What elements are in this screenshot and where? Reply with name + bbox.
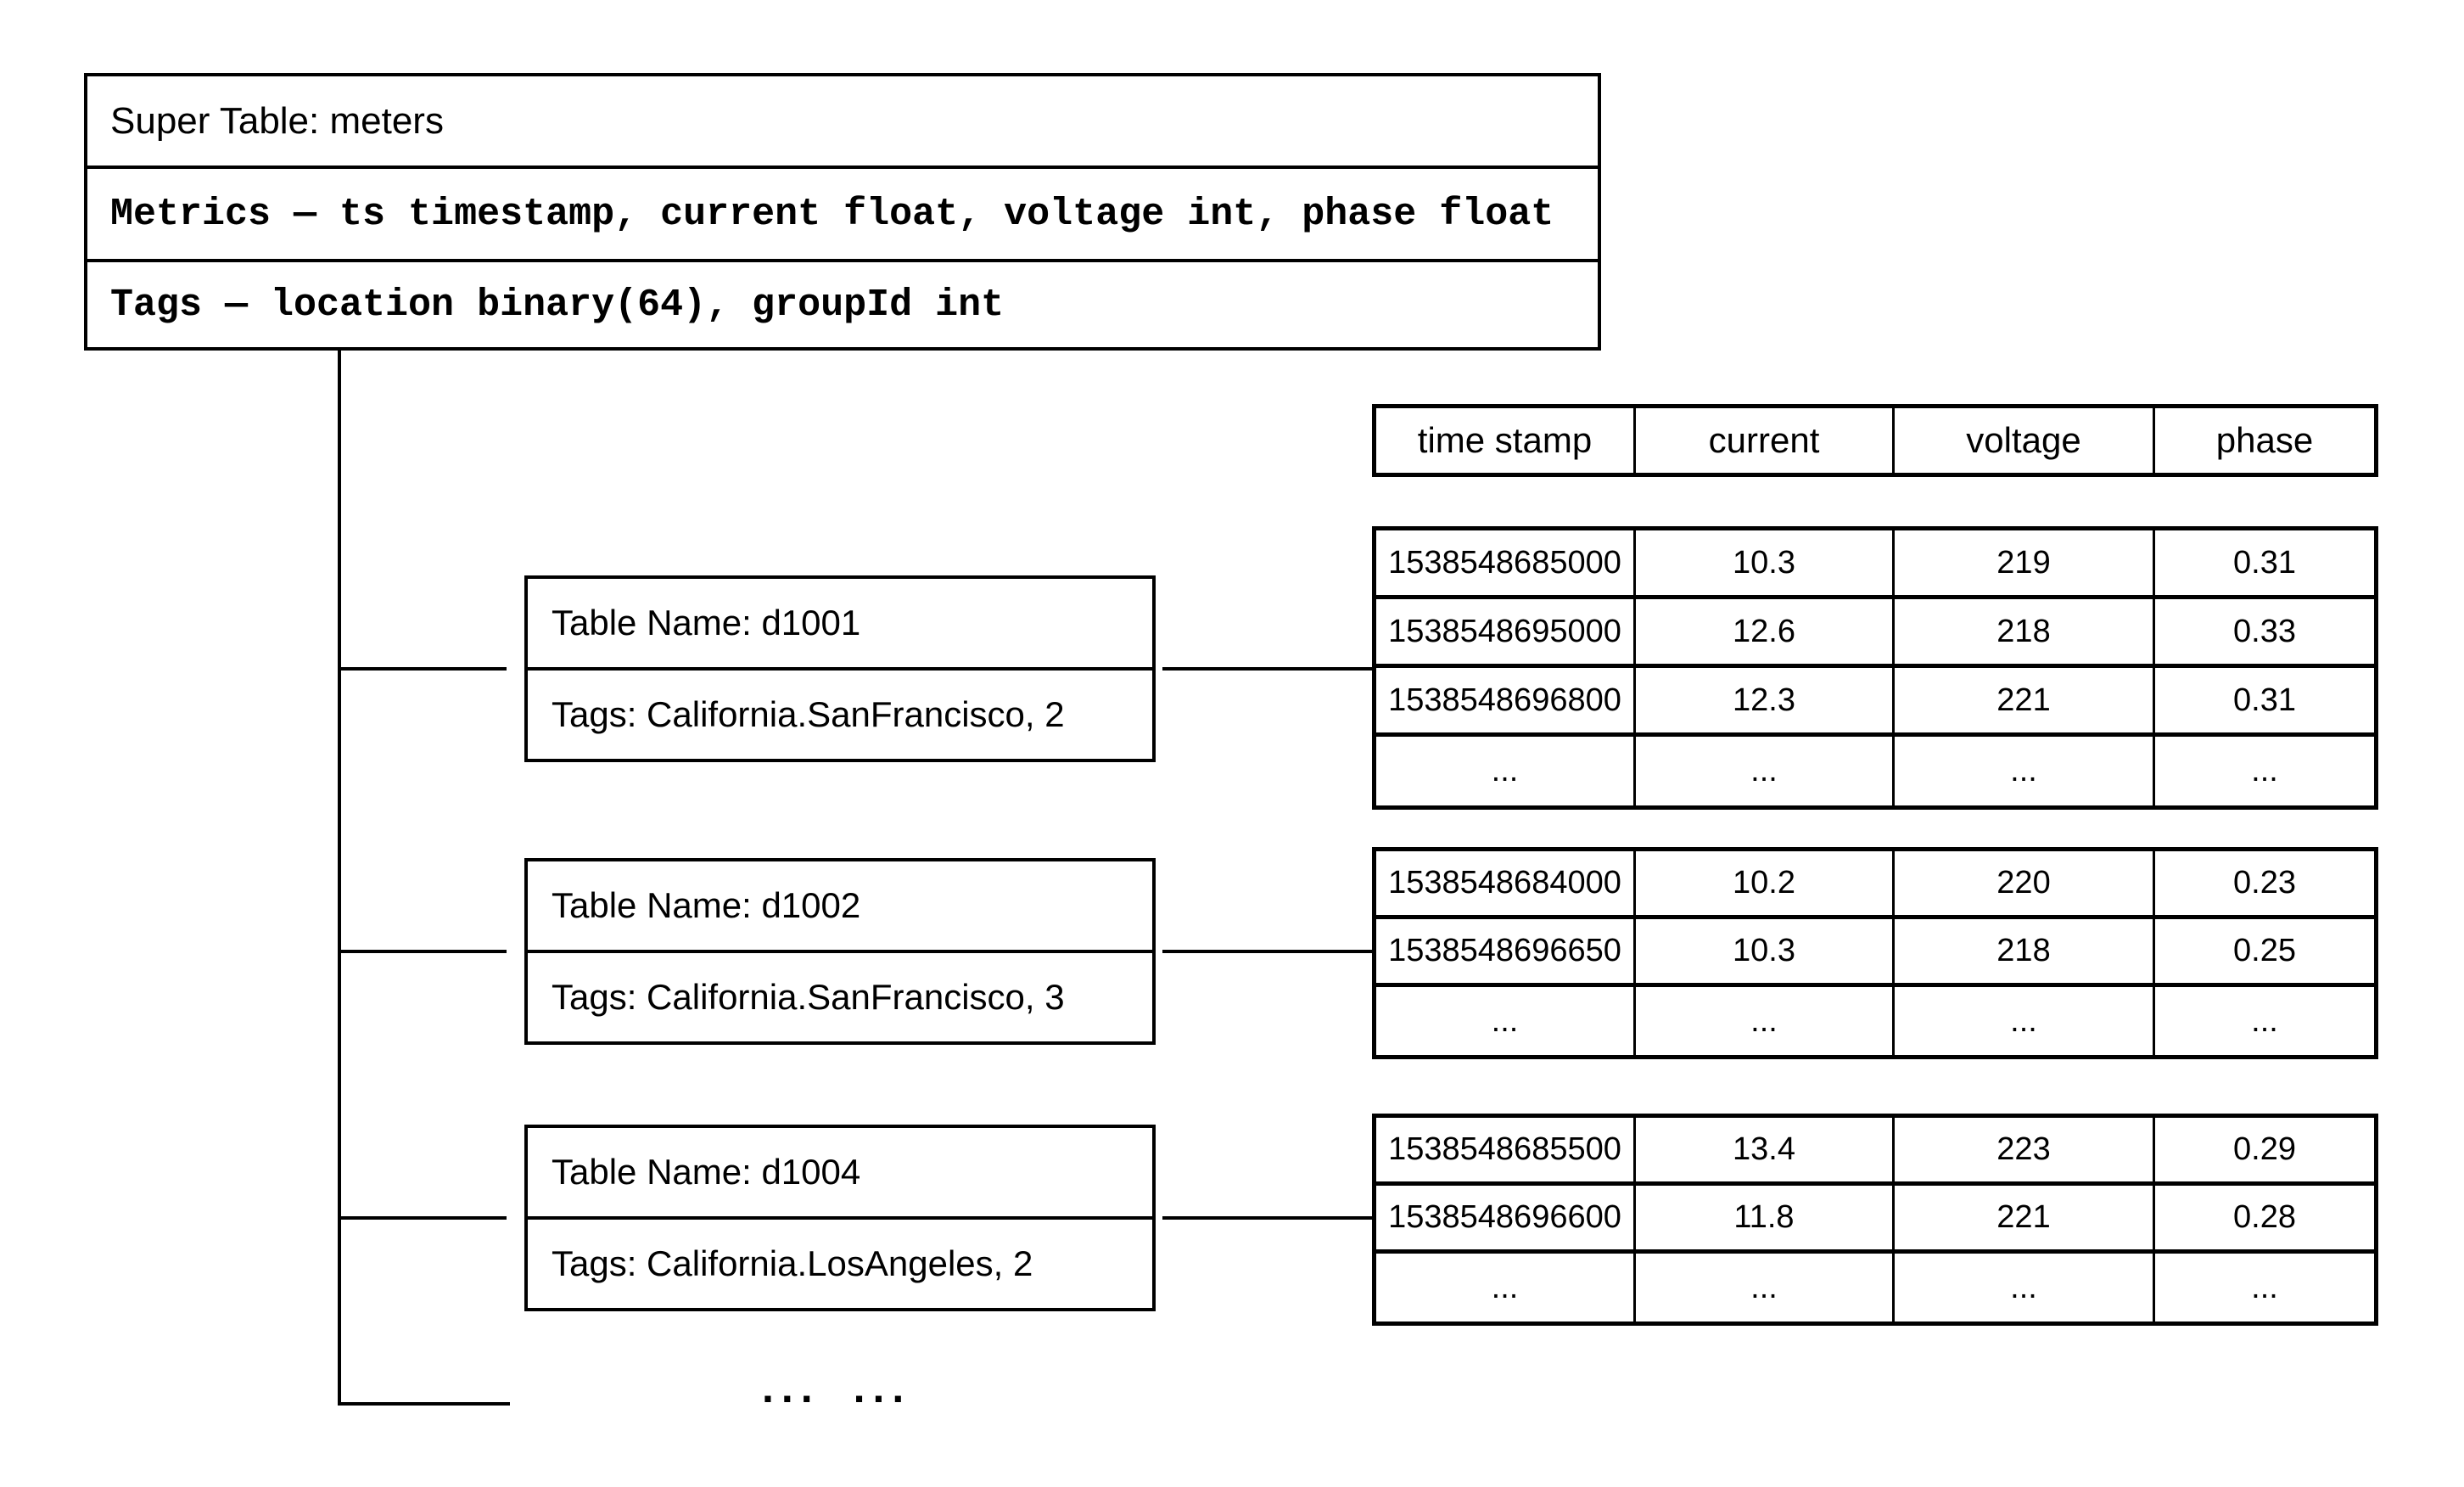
- device-box-d1001: [524, 575, 1156, 762]
- header-cell-voltage: voltage: [1895, 408, 2155, 473]
- device-tags-label: Tags: California.SanFrancisco, 3: [528, 950, 1152, 1041]
- device-name-label: Table Name: d1002: [552, 885, 861, 925]
- super-table-metrics: Metrics — ts timestamp, current float, voltage int, phase float: [87, 166, 1598, 259]
- data-cell: 10.3: [1636, 919, 1895, 987]
- ellipsis-cell: ...: [1636, 737, 1895, 805]
- device-tags-label: Tags: California.SanFrancisco, 2: [528, 667, 1152, 759]
- data-cell: 0.33: [2155, 599, 2374, 668]
- data-cell: 0.29: [2155, 1118, 2374, 1186]
- data-cell: 12.3: [1636, 668, 1895, 737]
- ellipsis-cell: ...: [1895, 1254, 2155, 1321]
- data-cell: 223: [1895, 1118, 2155, 1186]
- device-box-d1002: [524, 858, 1156, 1045]
- data-cell: 221: [1895, 1186, 2155, 1254]
- data-cell: 218: [1895, 919, 2155, 987]
- ellipsis-cell: ...: [1376, 1254, 1636, 1321]
- data-cell: 1538548695000: [1376, 599, 1636, 668]
- data-cell: 1538548684000: [1376, 851, 1636, 919]
- device-name-label: Table Name: d1004: [552, 1152, 861, 1192]
- branch-line-more: [339, 1402, 510, 1406]
- data-cell: 12.6: [1636, 599, 1895, 668]
- data-cell: 0.31: [2155, 668, 2374, 737]
- device-name-label: Table Name: d1001: [552, 603, 861, 642]
- header-cell-current: current: [1636, 408, 1895, 473]
- data-table-d1004: [1372, 1114, 2378, 1326]
- device-tags-label: Tags: California.LosAngeles, 2: [528, 1216, 1152, 1308]
- data-cell: 1538548696800: [1376, 668, 1636, 737]
- data-cell: 0.23: [2155, 851, 2374, 919]
- ellipsis-cell: ...: [1895, 987, 2155, 1055]
- ellipsis-cell: ...: [2251, 1002, 2278, 1039]
- data-cell: 11.8: [1636, 1186, 1895, 1254]
- data-cell: 0.28: [2155, 1186, 2374, 1254]
- ellipsis-cell: ...: [1376, 737, 1636, 805]
- branch-line-d1002: [339, 950, 507, 953]
- data-cell: 13.4: [1636, 1118, 1895, 1186]
- super-table-tags: Tags — location binary(64), groupId int: [87, 259, 1598, 347]
- data-cell: 1538548696600: [1376, 1186, 1636, 1254]
- header-cell-timestamp: time stamp: [1376, 408, 1636, 473]
- data-cell: 1538548685000: [1376, 530, 1636, 599]
- data-cell: 0.31: [2155, 530, 2374, 599]
- data-cell: 10.2: [1636, 851, 1895, 919]
- data-cell: 218: [1895, 599, 2155, 668]
- column-header-table: [1372, 404, 2378, 477]
- branch-line-d1004: [339, 1216, 507, 1220]
- data-cell: 1538548696650: [1376, 919, 1636, 987]
- tree-trunk-line: [338, 351, 341, 1406]
- device-box-d1004: [524, 1125, 1156, 1311]
- data-cell: 221: [1895, 668, 2155, 737]
- data-cell: 1538548685500: [1376, 1118, 1636, 1186]
- ellipsis-cell: ...: [1895, 737, 2155, 805]
- data-table-d1001: [1372, 526, 2378, 810]
- ellipsis-cell: ...: [2251, 753, 2278, 788]
- super-table-box: [84, 73, 1601, 351]
- ellipsis-cell: ...: [1376, 987, 1636, 1055]
- more-devices-ellipsis: ... ...: [762, 1364, 912, 1411]
- ellipsis-cell: ...: [1636, 987, 1895, 1055]
- branch-line-d1001: [339, 667, 507, 671]
- ellipsis-cell: ...: [2251, 1269, 2278, 1305]
- data-cell: 220: [1895, 851, 2155, 919]
- connector-d1001-to-table: [1162, 667, 1376, 671]
- data-table-d1002: [1372, 847, 2378, 1059]
- header-cell-phase: phase: [2215, 420, 2314, 460]
- super-table-title: Super Table: meters: [110, 99, 444, 142]
- ellipsis-cell: ...: [1636, 1254, 1895, 1321]
- data-cell: 10.3: [1636, 530, 1895, 599]
- data-cell: 219: [1895, 530, 2155, 599]
- data-cell: 0.25: [2155, 919, 2374, 987]
- connector-d1004-to-table: [1162, 1216, 1376, 1220]
- connector-d1002-to-table: [1162, 950, 1376, 953]
